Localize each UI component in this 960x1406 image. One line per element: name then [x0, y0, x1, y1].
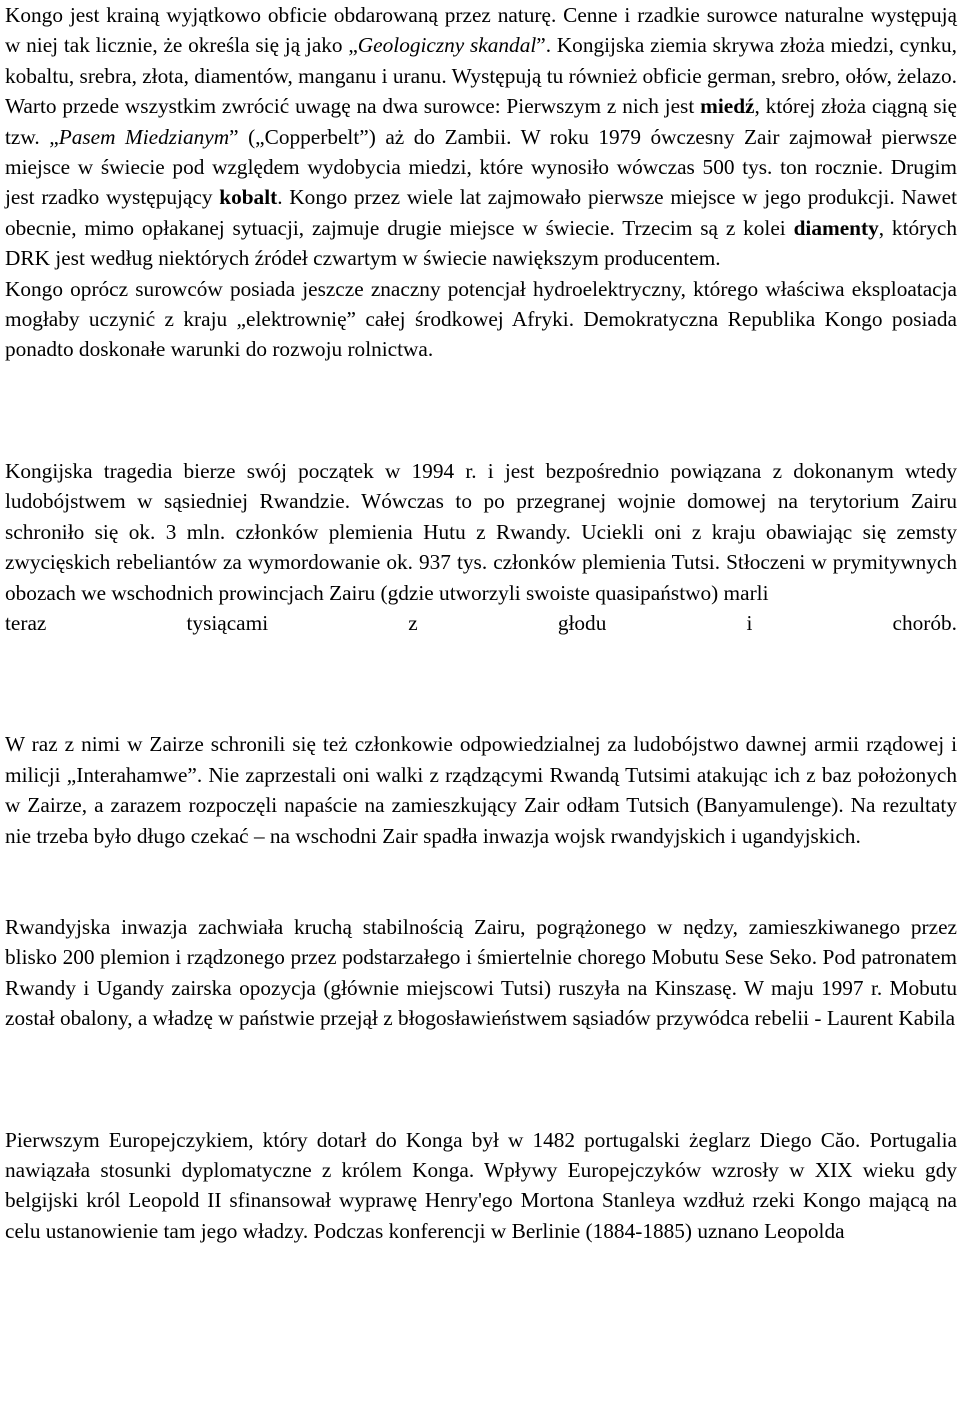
bold-term-cobalt: kobalt: [219, 185, 278, 210]
paragraph-spacer: [5, 851, 957, 912]
text-segment: Kongijska tragedia bierze swój początek w 1994 r. i jest bezpośrednio powiązana z dokonanym wtedy ludobójstwem w sąsiedniej Rwandzie. Wówczas to po przegranej wojnie domowej na terytorium Zairu schroniło się ok. 3 mln. członków plemienia Hutu z Rwandy. Uciekli oni z kraju obawiając się zemsty zwycięskich rebeliantów za wymordowanie ok. 937 tys. członków plemienia Tutsi. Stłoczeni w prymitywnych obozach we wschodnich prowincjach Zairu (gdzie utworzyli swoiste quasipaństwo) marli: [5, 458, 957, 605]
paragraph-first-european: Pierwszym Europejczykiem, który dotarł do Konga był w 1482 portugalski żeglarz Diego Căo. Portugalia nawiązała stosunki dyplomatyczne z królem Konga. Wpływy Europejczyków wzrosły w XIX wieku gdy belgijski król Leopold II sfinansował wyprawę Henry'ego Mortona Stanleya wzdłuż rzeki Kongo mającą na celu ustanowienie tam jego władzy. Podczas konferencji w Berlinie (1884-1885) uznano Leopolda: [5, 1127, 957, 1243]
paragraph-spacer: [5, 365, 957, 456]
text-segment: („Copperbelt”) aż do Zambii. W roku 1979 ówczesny Zair zajmował pierwsze miejsce w świecie pod względem wydobycia miedzi, które wynosiło wówczas 500 tys. ton rocznie. Drugim jest rzadko występujący: [5, 124, 958, 210]
justified-last-line: teraz tysiącami z głodu i chorób.: [5, 610, 957, 635]
quote-close: ”: [229, 124, 239, 149]
quote-close: ”.: [536, 33, 552, 58]
text-segment: Kongijska ziemia skrywa złoża miedzi, cynku, kobaltu, srebra, złota, diamentów, manganu i uranu. Występują tu również obficie german, srebro, ołów, żelazo. Warto przede wszystkim zwrócić uwagę na dwa surowce: Pierwszym z nich jest: [5, 33, 957, 119]
text-segment: , której złoża ciągną się tzw.: [5, 94, 957, 149]
paragraph-spacer: [5, 638, 957, 729]
paragraph-spacer: [5, 1034, 957, 1125]
quote-open: „: [49, 124, 59, 149]
text-segment: . Kongo przez wiele lat zajmowało pierwsze miejsce w jego produkcji. Nawet obecnie, mimo opłakanej sytuacji, zajmuje drugie miejsce w świecie. Trzecim są z kolei: [5, 185, 957, 240]
bold-term-copper: miedź: [700, 94, 755, 119]
paragraph-rwandan-invasion: Rwandyjska inwazja zachwiała kruchą stabilnością Zairu, pogrążonego w nędzy, zamieszkiwanego przez blisko 200 plemion i rządzonego przez podstarzałego i śmiertelnie chorego Mobutu Sese Seko. Pod patronatem Rwandy i Ugandy zairska opozycja (głównie miejscowi Tutsi) ruszyła na Kinszasę. W maju 1997 r. Mobutu został obalony, a władzę w państwie przejął z błogosławieństwem sąsiadów przywódca rebelii - Laurent Kabila: [5, 914, 957, 1031]
paragraph-interahamwe: W raz z nimi w Zairze schronili się też członkowie odpowiedzialnej za ludobójstwo dawnej armii rządowej i milicji „Interahamwe”. Nie zaprzestali oni walki z rządzącymi Rwandą Tutsimi atakując ich z baz położonych w Zairze, a zarazem rozpoczęli napaście na zamieszkujący Zair odłam Tutsich (Banyamulenge). Na rezultaty nie trzeba było długo czekać – na wschodni Zair spadła inwazja wojsk rwandyjskich i ugandyjskich.: [5, 732, 957, 848]
bold-term-diamonds: diamenty: [793, 215, 879, 240]
paragraph-hydro-potential: Kongo oprócz surowców posiada jeszcze znaczny potencjał hydroelektryczny, którego właściwa eksploatacja mogłaby uczynić z kraju „elektrownię” całej środkowej Afryki. Demokratyczna Republika Kongo posiada ponadto doskonałe warunki do rozwoju rolnictwa.: [5, 276, 957, 362]
paragraph-tragedy-origin: [5, 456, 957, 638]
text-segment: Kongo jest krainą wyjątkowo obficie obdarowaną przez naturę. Cenne i rzadkie surowce naturalne występują w niej tak licznie, że określa się ją jako: [5, 3, 957, 58]
document-page: [5, 0, 957, 1246]
text-segment: , których DRK jest według niektórych źródeł czwartym w świecie nawiększym producentem.: [5, 215, 957, 271]
italic-term-copper-belt: Pasem Miedzianym: [58, 124, 230, 149]
italic-term-geological-scandal: Geologiczny skandal: [357, 33, 537, 58]
paragraph-resources: [5, 0, 957, 274]
quote-open: „: [348, 33, 358, 58]
